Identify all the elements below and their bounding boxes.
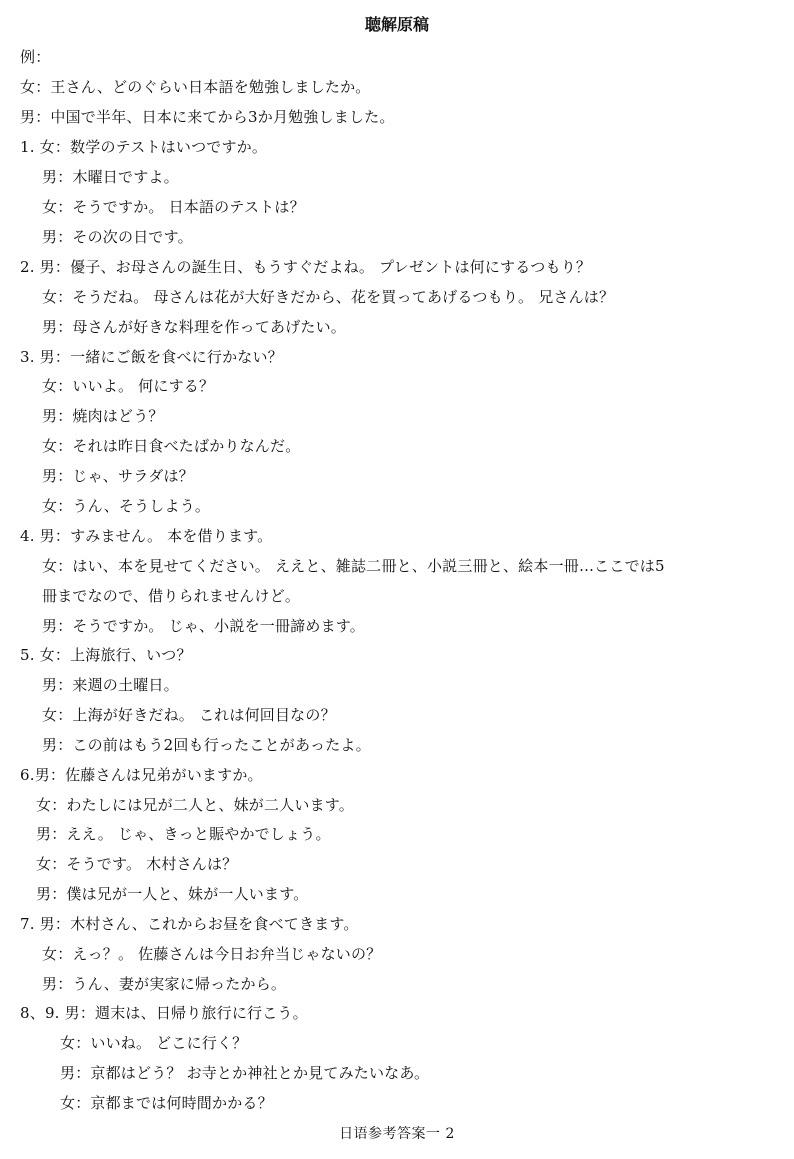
transcript-line: 男：中国で半年、日本に来てから3か月勉強しました。 [20,108,395,126]
transcript-line: 男：僕は兄が一人と、妹が一人います。 [36,885,309,903]
transcript-line: 6.男：佐藤さんは兄弟がいますか。 [20,766,263,784]
transcript-line: 4. 男：すみません。 本を借ります。 [20,527,273,545]
transcript-line: 女：そうです。 木村さんは？ [36,855,238,873]
transcript-line: 男：来週の土曜日。 [42,676,179,694]
transcript-line: 女：そうだね。 母さんは花が大好きだから、花を買ってあげるつもり。 兄さんは？ [42,288,615,306]
transcript-line: 女：はい、本を見せてください。 ええと、雑誌二冊と、小説三冊と、絵本一冊…ここでは5 [42,557,665,575]
transcript-line: 女：王さん、どのぐらい日本語を勉強しましたか。 [20,78,371,96]
transcript-line: 1. 女：数学のテストはいつですか。 [20,138,268,156]
transcript-line: 冊までなので、借りられませんけど。 [42,587,301,605]
transcript-line: 男：この前はもう2回も行ったことがあったよ。 [42,736,371,754]
transcript-line: 男：そうですか。 じゃ、小説を一冊諦めます。 [42,617,365,635]
transcript-line: 例： [20,48,51,66]
transcript-line: 2. 男：優子、お母さんの誕生日、もうすぐだよね。 プレゼントは何にするつもり？ [20,258,592,276]
page-footer: 日语参考答案一 2 [339,1126,455,1142]
transcript-line: 女：わたしには兄が二人と、妹が二人います。 [36,796,355,814]
transcript-line: 女：上海が好きだね。 これは何回目なの？ [42,706,336,724]
transcript-line: 女：えっ？。 佐藤さんは今日お弁当じゃないの？ [42,945,382,963]
transcript-line: 男：母さんが好きな料理を作ってあげたい。 [42,318,347,336]
transcript-line: 女：いいよ。 何にする？ [42,377,215,395]
transcript-line: 5. 女：上海旅行、いつ？ [20,646,192,664]
transcript-line: 男：木曜日ですよ。 [42,168,179,186]
transcript-line: 3. 男：一緒にご飯を食べに行かない？ [20,348,283,366]
transcript-line: 8、9. 男：週末は、日帰り旅行に行こう。 [20,1004,308,1022]
transcript-line: 女：そうですか。 日本語のテストは？ [42,198,305,216]
transcript-line: 男：その次の日です。 [42,228,193,246]
transcript-line: 女：うん、そうしよう。 [42,497,211,515]
transcript-line: 女：それは昨日食べたばかりなんだ。 [42,437,301,455]
transcript-line: 女：京都までは何時間かかる？ [60,1094,273,1112]
transcript-line: 男：焼肉はどう？ [42,407,164,425]
transcript-line: 男：じゃ、サラダは？ [42,467,194,485]
transcript-line: 女：いいね。 どこに行く？ [60,1034,248,1052]
page-title: 聴解原稿 [364,15,429,34]
transcript-line: 7. 男：木村さん、これからお昼を食べてきます。 [20,915,359,933]
transcript-line: 男：ええ。 じゃ、きっと賑やかでしょう。 [36,825,331,843]
transcript-line: 男：うん、妻が実家に帰ったから。 [42,975,287,993]
transcript-line: 男：京都はどう？ お寺とか神社とか見てみたいなあ。 [60,1064,430,1082]
